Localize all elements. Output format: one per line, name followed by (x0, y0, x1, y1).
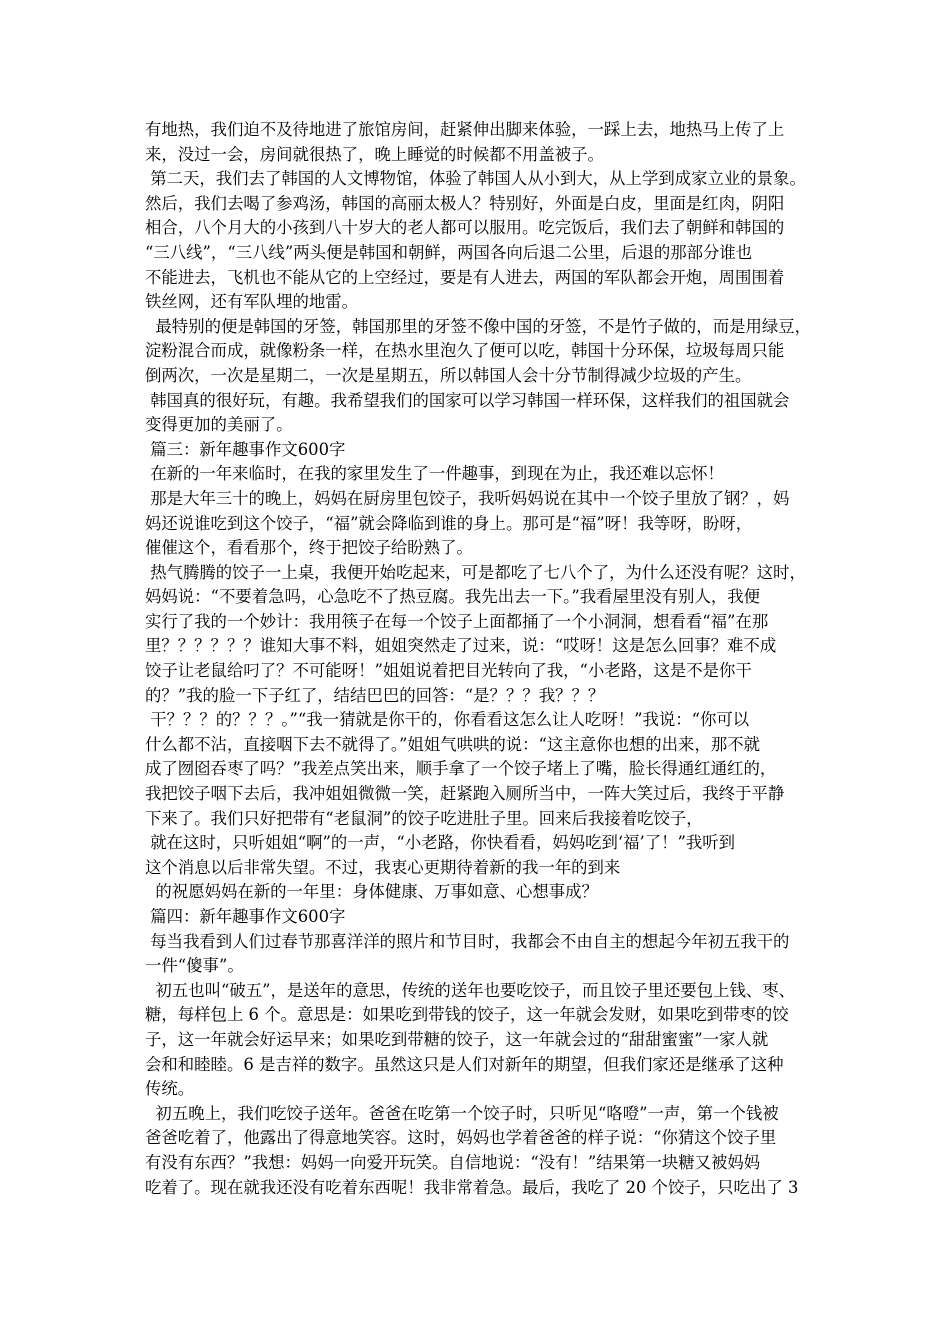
text-line: 初五晚上，我们吃饺子送年。爸爸在吃第一个饺子时，只听见“咯噔”一声，第一个钱被 (145, 1103, 779, 1123)
text-line: 妈妈说：“不要着急吗，心急吃不了热豆腐。我先出去一下。”我看屋里没有别人，我便 (145, 587, 761, 607)
text-line: 催催这个，看看那个，终于把饺子给盼熟了。 (145, 538, 473, 558)
text-line: 吃着了。现在就我还没有吃着东西呢！我非常着急。最后，我吃了 20 个饺子，只吃出了 3 (145, 1177, 799, 1197)
text-line: 不能进去，飞机也不能从它的上空经过，要是有人进去，两国的军队都会开炮，周围围着 (145, 267, 785, 287)
text-line: 每当我看到人们过春节那喜洋洋的照片和节目时，我都会不由自主的想起今年初五我干的 (145, 931, 790, 951)
text-line: 变得更加的美丽了。 (145, 415, 293, 435)
text-line: 那是大年三十的晚上，妈妈在厨房里包饺子，我听妈妈说在其中一个饺子里放了钢？，妈 (145, 488, 790, 508)
text-line: 的？”我的脸一下子红了，结结巴巴的回答：“是？？？我？？？ (145, 685, 605, 705)
text-line: 里？？？？？？谁知大事不料，姐姐突然走了过来，说：“哎呀！这是怎么回事？难不成 (145, 636, 777, 656)
text-line: 爸爸吃着了，他露出了得意地笑容。这时，妈妈也学着爸爸的样子说：“你猜这个饺子里 (145, 1128, 777, 1148)
text-line: 一件“傻事”。 (145, 956, 244, 976)
text-line: 就在这时，只听姐姐“啊”的一声，“小老路，你快看看，妈妈吃到‘福’了！”我听到 (145, 833, 736, 853)
text-line: 热气腾腾的饺子一上桌，我便开始吃起来，可是都吃了七八个了，为什么还没有呢？这时， (145, 562, 806, 582)
text-line: 子，这一年就会好运早来；如果吃到带糖的饺子，这一年就会过的“甜甜蜜蜜”一家人就 (145, 1029, 769, 1049)
document-page (145, 118, 825, 1200)
text-line: 干？？？的？？？。”“我一猜就是你干的，你看看这怎么让人吃呀！”我说：“你可以 (145, 710, 750, 730)
text-line: 有地热，我们迫不及待地进了旅馆房间，赶紧伸出脚来体验，一踩上去，地热马上传了上 (145, 120, 785, 139)
text-line: 铁丝网，还有军队埋的地雷。 (145, 292, 359, 312)
text-line: 最特别的便是韩国的牙签，韩国那里的牙签不像中国的牙签，不是竹子做的，而是用绿豆， (145, 316, 812, 336)
text-line: 的祝愿妈妈在新的一年里：身体健康、万事如意、心想事成？ (145, 882, 598, 902)
text-line: 有没有东西？”我想：妈妈一向爱开玩笑。自信地说：“没有！”结果第一块糖又被妈妈 (145, 1152, 761, 1172)
text-line: 这个消息以后非常失望。不过，我衷心更期待着新的我一年的到来 (145, 857, 621, 877)
text-line: 相合，八个月大的小孩到八十岁大的老人都可以服用。吃完饭后，我们去了朝鲜和韩国的 (145, 218, 785, 238)
text-line: 第二天，我们去了韩国的人文博物馆，体验了韩国人从小到大，从上学到成家立业的景象。 (145, 169, 806, 189)
section-heading: 篇四：新年趣事作文600字 (145, 907, 346, 926)
text-line: 在新的一年来临时，在我的家里发生了一件趣事，到现在为止，我还难以忘怀！ (145, 464, 724, 484)
text-line: 淀粉混合而成，就像粉条一样，在热水里泡久了便可以吃，韩国十分环保，垃圾每周只能 (145, 341, 785, 361)
text-line: 会和和睦睦。6 是吉祥的数字。虽然这只是人们对新年的期望，但我们家还是继承了这种 (145, 1054, 784, 1074)
text-line: 成了囫囵吞枣了吗？”我差点笑出来，顺手拿了一个饺子堵上了嘴，脸长得通红通红的， (145, 759, 777, 779)
section-heading: 篇三：新年趣事作文600字 (145, 439, 346, 459)
text-line: 然后，我们去喝了参鸡汤，韩国的高丽太极人？特别好，外面是白皮，里面是红肉，阴阳 (145, 193, 785, 213)
text-line: 韩国真的很好玩，有趣。我希望我们的国家可以学习韩国一样环保，这样我们的祖国就会 (145, 390, 790, 410)
text-line: “三八线”，“三八线”两头便是韩国和朝鲜，两国各向后退二公里，后退的那部分谁也 (145, 242, 753, 262)
text-line: 初五也叫“破五”，是送年的意思，传统的送年也要吃饺子，而且饺子里还要包上钱、枣、 (145, 980, 796, 1000)
text-line: 传统。 (145, 1079, 195, 1099)
text-line: 我把饺子咽下去后，我冲姐姐微微一笑，赶紧跑入厕所当中，一阵大笑过后，我终于平静 (145, 784, 785, 804)
text-line: 倒两次，一次是星期二，一次是星期五，所以韩国人会十分节制得减少垃圾的产生。 (145, 365, 752, 385)
text-line: 糖，每样包上 6 个。意思是：如果吃到带钱的饺子，这一年就会发财，如果吃到带枣的饺 (145, 1005, 789, 1025)
text-line: 妈还说谁吃到这个饺子，“福”就会降临到谁的身上。那可是“福”呀！我等呀，盼呀， (145, 513, 753, 533)
text-line: 实行了我的一个妙计：我用筷子在每一个饺子上面都捅了一个小洞洞，想看看“福”在那 (145, 611, 769, 631)
text-line: 下来了。我们只好把带有“老鼠洞”的饺子吃进肚子里。回来后我接着吃饺子， (145, 808, 703, 828)
text-line: 来，没过一会，房间就很热了，晚上睡觉的时候都不用盖被子。 (145, 144, 604, 164)
text-line: 饺子让老鼠给叼了？不可能呀！”姐姐说着把目光转向了我，“小老路，这是不是你干 (145, 661, 752, 681)
text-line: 什么都不沾，直接咽下去不就得了。”姐姐气哄哄的说：“这主意你也想的出来，那不就 (145, 734, 761, 754)
